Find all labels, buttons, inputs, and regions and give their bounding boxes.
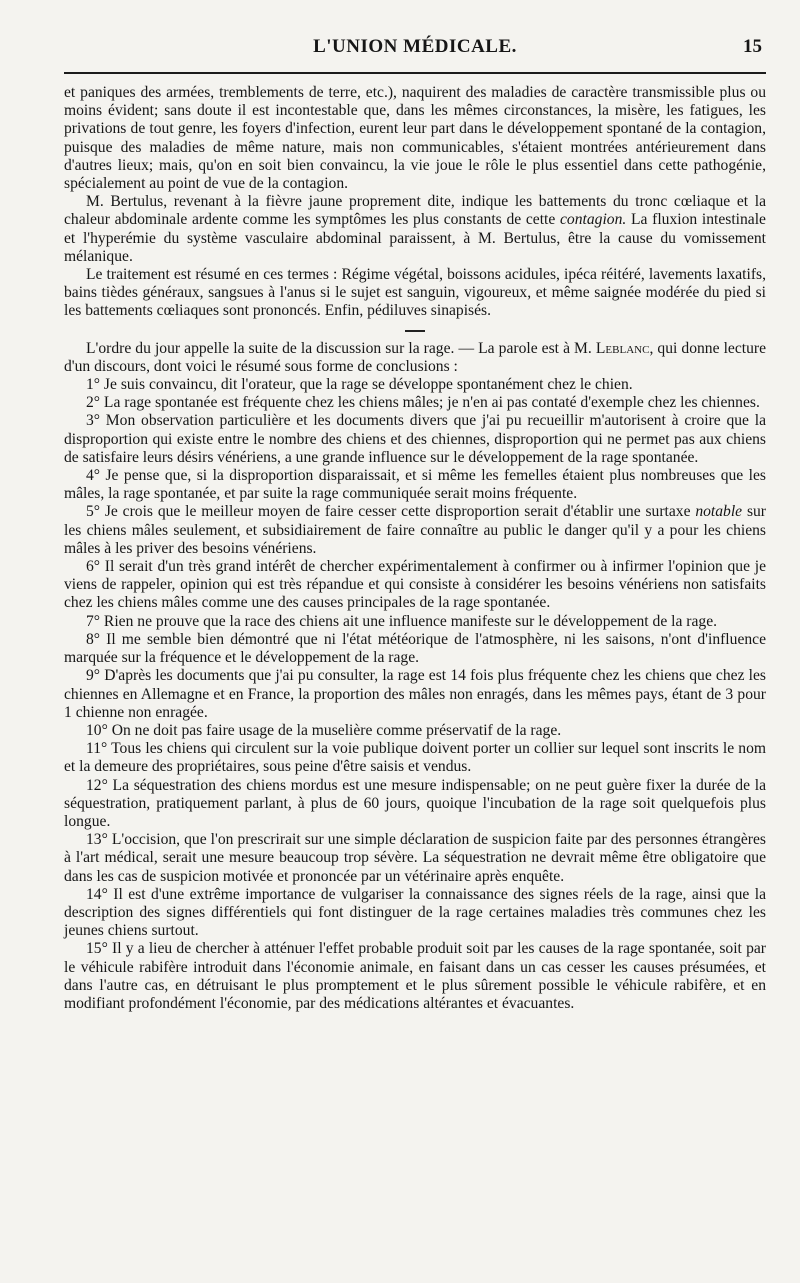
paragraph-bertulus: [64, 193, 766, 266]
conclusion-7: 7° Rien ne prouve que la race des chiens ait une influence manifeste sur le développement de la rage.: [86, 612, 718, 630]
conclusion-6: 6° Il serait d'un très grand intérêt de chercher expérimentalement à confirmer ou à infirmer l'opinion que je viens de rappeler, opinion qui est très répandue et qui consiste à considérer les besoins vénériens non satisfaits chez les chiens mâles comme une des causes principales de la rage spontanée.: [64, 558, 766, 612]
page-number: 15: [743, 36, 762, 57]
conclusion-4: 4° Je pense que, si la disproportion disparaissait, et si même les femelles étaient plus nombreuses que les mâles, la rage spontanée, et par suite la rage communiquée serait moins fréquente.: [64, 467, 766, 503]
paragraph-text: L'ordre du jour appelle la suite de la discussion sur la rage. — La parole est à M.: [86, 339, 592, 357]
conclusion-2: 2° La rage spontanée est fréquente chez les chiens mâles; je n'en ai pas contaté d'exemple chez les chiennes.: [86, 394, 760, 412]
conclusion-15: 15° Il y a lieu de chercher à atténuer l'effet probable produit soit par les causes de la rage spontanée, soit par le véhicule rabifère introduit dans l'économie animale, en faisant dans un cas cesser les causes présumées, et dans l'autre cas, en détruisant le plus promptement et le plus sûrement possible le véhicule rabifère, et en modifiant profondément l'économie, par des médications altérantes et évacuantes.: [64, 940, 766, 1012]
paragraph-treatment: Le traitement est résumé en ces termes : Régime végétal, boissons acidules, ipéca réitéré, lavements laxatifs, bains tièdes généraux, sangsues à l'anus si le sujet est sanguin, vigoureux, et même saignée modérée du pied si les battements cœliaques sont prononcés. Enfin, pédiluves sinapisés.: [64, 266, 766, 320]
paragraph-text: sur les chiens mâles seulement, et subsidiairement de faire connaître au public le danger qu'il y a pour les chiens mâles à les priver des besoins vénériens.: [64, 503, 766, 557]
paragraph-continuation: et paniques des armées, tremblements de terre, etc.), naquirent des maladies de caractère transmissible plus ou moins évident; sans doute il est incontestable que, dans les mêmes circonstances, la misère, les fatigues, les privations de tout genre, les foyers d'infection, eurent leur part dans le développement spontané de la contagion, puisque des maladies de même nature, mais non communicables, s'étaient montrées antérieurement dans d'autres lieux; mais, qu'on en soit bien convaincu, la vie joue le rôle le plus essentiel dans cette pathogénie, spécialement au point de vue de la contagion.: [64, 84, 766, 193]
paragraph-text: La fluxion intestinale et l'hyperémie du système vasculaire abdominal paraissent, à M. Bertulus, être la cause du vomissement mélanique.: [64, 211, 766, 265]
article-body: [64, 84, 766, 1013]
italic-word: contagion.: [560, 211, 627, 229]
paragraph-text: 5° Je crois que le meilleur moyen de faire cesser cette disproportion serait d'établir une surtaxe: [86, 503, 691, 521]
conclusion-12: 12° La séquestration des chiens mordus est une mesure indispensable; on ne peut guère fixer la durée de la séquestration, pratiquement parlant, à plus de 60 jours, quoique l'incubation de la rage soit quelquefois plus longue.: [64, 776, 766, 830]
conclusion-10: 10° On ne doit pas faire usage de la muselière comme préservatif de la rage.: [86, 721, 562, 739]
paragraph-order-of-day: [64, 340, 766, 376]
conclusion-3: 3° Mon observation particulière et les documents divers que j'ai pu recueillir m'autorisent à croire que la disproportion qui existe entre le nombre des chiens et des chiennes, disproportion qui ne permet pas aux chiens de satisfaire leurs désirs vénériens, a une grande influence sur le développement de la rage spontanée.: [64, 412, 766, 466]
conclusion-1: 1° Je suis convaincu, dit l'orateur, que la rage se développe spontanément chez le chien.: [86, 376, 633, 394]
paragraph-text: , qui donne lecture d'un discours, dont voici le résumé sous forme de conclusions :: [64, 339, 766, 375]
section-separator: [405, 330, 425, 332]
speaker-name: Leblanc: [595, 339, 650, 357]
conclusion-8: 8° Il me semble bien démontré que ni l'état météorique de l'atmosphère, ni les saisons, n'ont d'influence marquée sur la fréquence et le développement de la rage.: [64, 630, 766, 667]
conclusion-14: 14° Il est d'une extrême importance de vulgariser la connaissance des signes réels de la rage, ainsi que la description des signes différentiels qui font distinguer de la rage certaines maladies très communes chez les jeunes chiens surtout.: [64, 885, 766, 940]
conclusion-13: 13° L'occision, que l'on prescrirait sur une simple déclaration de suspicion faite par des personnes étrangères à l'art médical, serait une mesure beaucoup trop sévère. La séquestration ne devrait même être obligatoire que dans les cas de suspicion motivée et prononcée par un vétérinaire après enquête.: [64, 831, 766, 885]
italic-word: notable: [695, 503, 743, 521]
conclusion-5: [64, 503, 766, 558]
header-rule: [64, 72, 766, 74]
running-title: L'UNION MÉDICALE.: [313, 36, 517, 57]
paragraph-text: M. Bertulus, revenant à la fièvre jaune proprement dite, indique les battements du tronc cœliaque et la chaleur abdominale ardente comme les symptômes les plus constants de cette: [64, 193, 766, 229]
conclusion-9: 9° D'après les documents que j'ai pu consulter, la rage est 14 fois plus fréquente chez les chiens que chez les chiennes en Allemagne et en France, la proportion des mâles non enragés, dans les mêmes pays, étant de 3 pour 1 chienne non enragée.: [64, 667, 766, 721]
page-header: [64, 34, 766, 64]
conclusion-11: 11° Tous les chiens qui circulent sur la voie publique doivent porter un collier sur lequel sont inscrits le nom et la demeure des propriétaires, sous peine d'être saisis et vendus.: [64, 740, 766, 776]
